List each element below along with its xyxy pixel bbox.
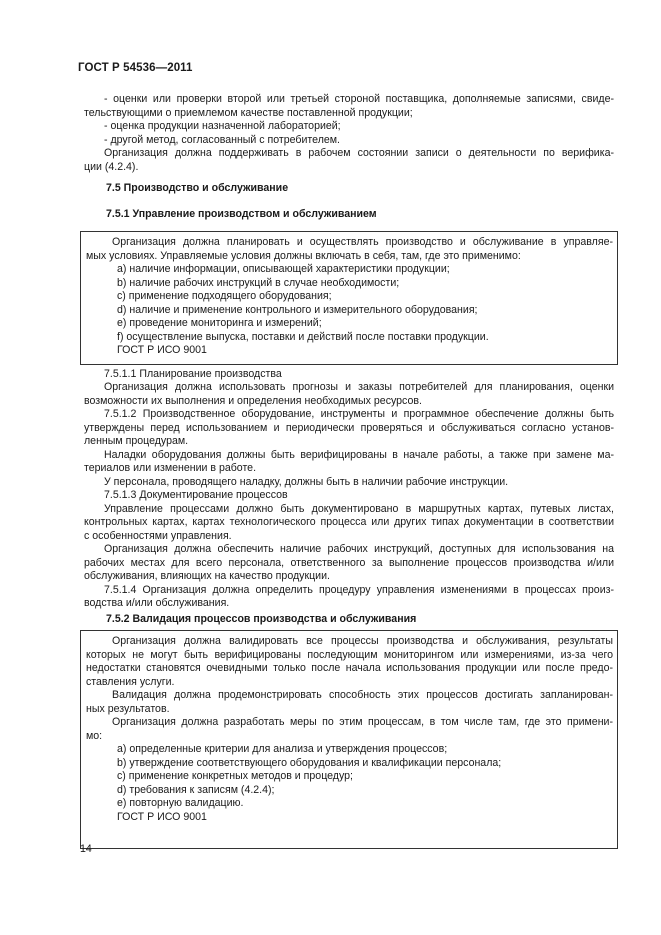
paragraph: Управление процессами должно быть документировано в маршрутных картах, путевых листах, <box>104 502 614 515</box>
paragraph-continuation: рабочих местах для всего персонала, ответственного за выполнение процессов производства и/или <box>84 556 614 569</box>
box-paragraph-continuation: недостатки становятся очевидными только после начала использования продукции или после предо- <box>86 662 613 674</box>
intro-list-item: - оценки или проверки второй или третьей стороной поставщика, дополняемые записями, свиде- <box>104 93 614 105</box>
box-paragraph-continuation: которых не могут быть верифицированы последующим мониторингом или измерениями, из-за чего <box>86 648 613 661</box>
subsection-heading-7-5-1-1: 7.5.1.1 Планирование производства <box>104 367 282 380</box>
paragraph-continuation: утверждены перед использованием и периодически проверяться и обслуживаться согласно установ- <box>84 421 614 434</box>
intro-list-item: - оценка продукции назначенной лабораторией; <box>104 120 341 132</box>
box-paragraph: Организация должна разработать меры по этим процессам, в том числе там, где это примени- <box>112 716 613 728</box>
box-paragraph: Организация должна планировать и осуществлять производство и обслуживание в управляе- <box>112 236 613 248</box>
page-content <box>84 93 614 849</box>
list-item: c) применение подходящего оборудования; <box>117 290 332 302</box>
box-paragraph-continuation: ных результатов. <box>86 702 170 715</box>
list-item: b) наличие рабочих инструкций в случае необходимости; <box>117 276 400 289</box>
document-code-header: ГОСТ Р 54536—2011 <box>78 62 193 74</box>
page-number: 14 <box>80 843 92 855</box>
box-paragraph-continuation: мо: <box>86 729 103 742</box>
intro-list-item-continuation: тельствующими о приемлемом качестве поставленной продукции; <box>84 106 413 119</box>
quoted-standard-box-7-5-1 <box>80 231 618 365</box>
section-heading-7-5: 7.5 Производство и обслуживание <box>106 182 289 194</box>
paragraph-continuation: водства и/или обслуживания. <box>84 597 230 609</box>
paragraph-7-5-1-2: 7.5.1.2 Производственное оборудование, инструменты и программное обеспечение должны быть <box>104 408 614 420</box>
list-item: c) применение конкретных методов и процедур; <box>117 770 353 782</box>
intro-paragraph-continuation: ции (4.2.4). <box>84 160 139 173</box>
list-item: d) наличие и применение контрольного и измерительного оборудования; <box>117 303 478 316</box>
section-heading-7-5-1: 7.5.1 Управление производством и обслуживанием <box>106 207 377 220</box>
paragraph-continuation: возможности их выполнения и определения необходимых ресурсов. <box>84 394 422 407</box>
intro-list-item: - другой метод, согласованный с потребителем. <box>104 133 340 146</box>
paragraph: Наладки оборудования должны быть верифицированы в начале работы, а также при замене ма- <box>104 448 614 461</box>
paragraph-continuation: обслуживания, влияющих на качество продукции. <box>84 570 330 582</box>
subsection-heading-7-5-1-3: 7.5.1.3 Документирование процессов <box>104 489 288 501</box>
box-paragraph-continuation: мых условиях. Управляемые условия должны включать в себя, там, где это применимо: <box>86 249 521 262</box>
paragraph-continuation: контрольных картах, картах технологического процесса или других типах документации в соответствии <box>84 516 614 528</box>
list-item: a) наличие информации, описывающей характеристики продукции; <box>117 263 450 275</box>
box-paragraph: Организация должна валидировать все процессы производства и обслуживания, результаты <box>112 635 613 647</box>
list-item: e) повторную валидацию. <box>117 797 244 809</box>
list-item: e) проведение мониторинга и измерений; <box>117 317 322 329</box>
source-reference: ГОСТ Р ИСО 9001 <box>117 344 207 356</box>
list-item: d) требования к записям (4.2.4); <box>117 783 275 796</box>
paragraph-continuation: териалов или изменении в работе. <box>84 462 257 474</box>
paragraph: Организация должна использовать прогнозы и заказы потребителей для планирования, оценки <box>104 381 614 393</box>
box-paragraph: Валидация должна продемонстрировать способность этих процессов достигать запланирован- <box>112 689 613 701</box>
intro-paragraph: Организация должна поддерживать в рабочем состоянии записи о деятельности по верифика- <box>104 147 614 159</box>
paragraph-continuation: с особенностями управления. <box>84 529 232 542</box>
section-heading-7-5-2: 7.5.2 Валидация процессов производства и обслуживания <box>106 612 417 625</box>
paragraph: У персонала, проводящего наладку, должны быть в наличии рабочие инструкции. <box>104 475 509 488</box>
list-item: a) определенные критерии для анализа и утверждения процессов; <box>117 743 448 755</box>
box-paragraph-continuation: ставления услуги. <box>86 675 175 688</box>
paragraph-7-5-1-4: 7.5.1.4 Организация должна определить процедуру управления изменениями в процессах произ- <box>104 583 614 596</box>
source-reference: ГОСТ Р ИСО 9001 <box>117 810 207 823</box>
quoted-standard-box-7-5-2 <box>80 630 618 849</box>
list-item: b) утверждение соответствующего оборудования и квалификации персонала; <box>117 756 502 769</box>
list-item: f) осуществление выпуска, поставки и действий после поставки продукции. <box>117 330 489 343</box>
paragraph-continuation: ленным процедурам. <box>84 435 189 447</box>
paragraph: Организация должна обеспечить наличие рабочих инструкций, доступных для использования на <box>104 543 614 555</box>
